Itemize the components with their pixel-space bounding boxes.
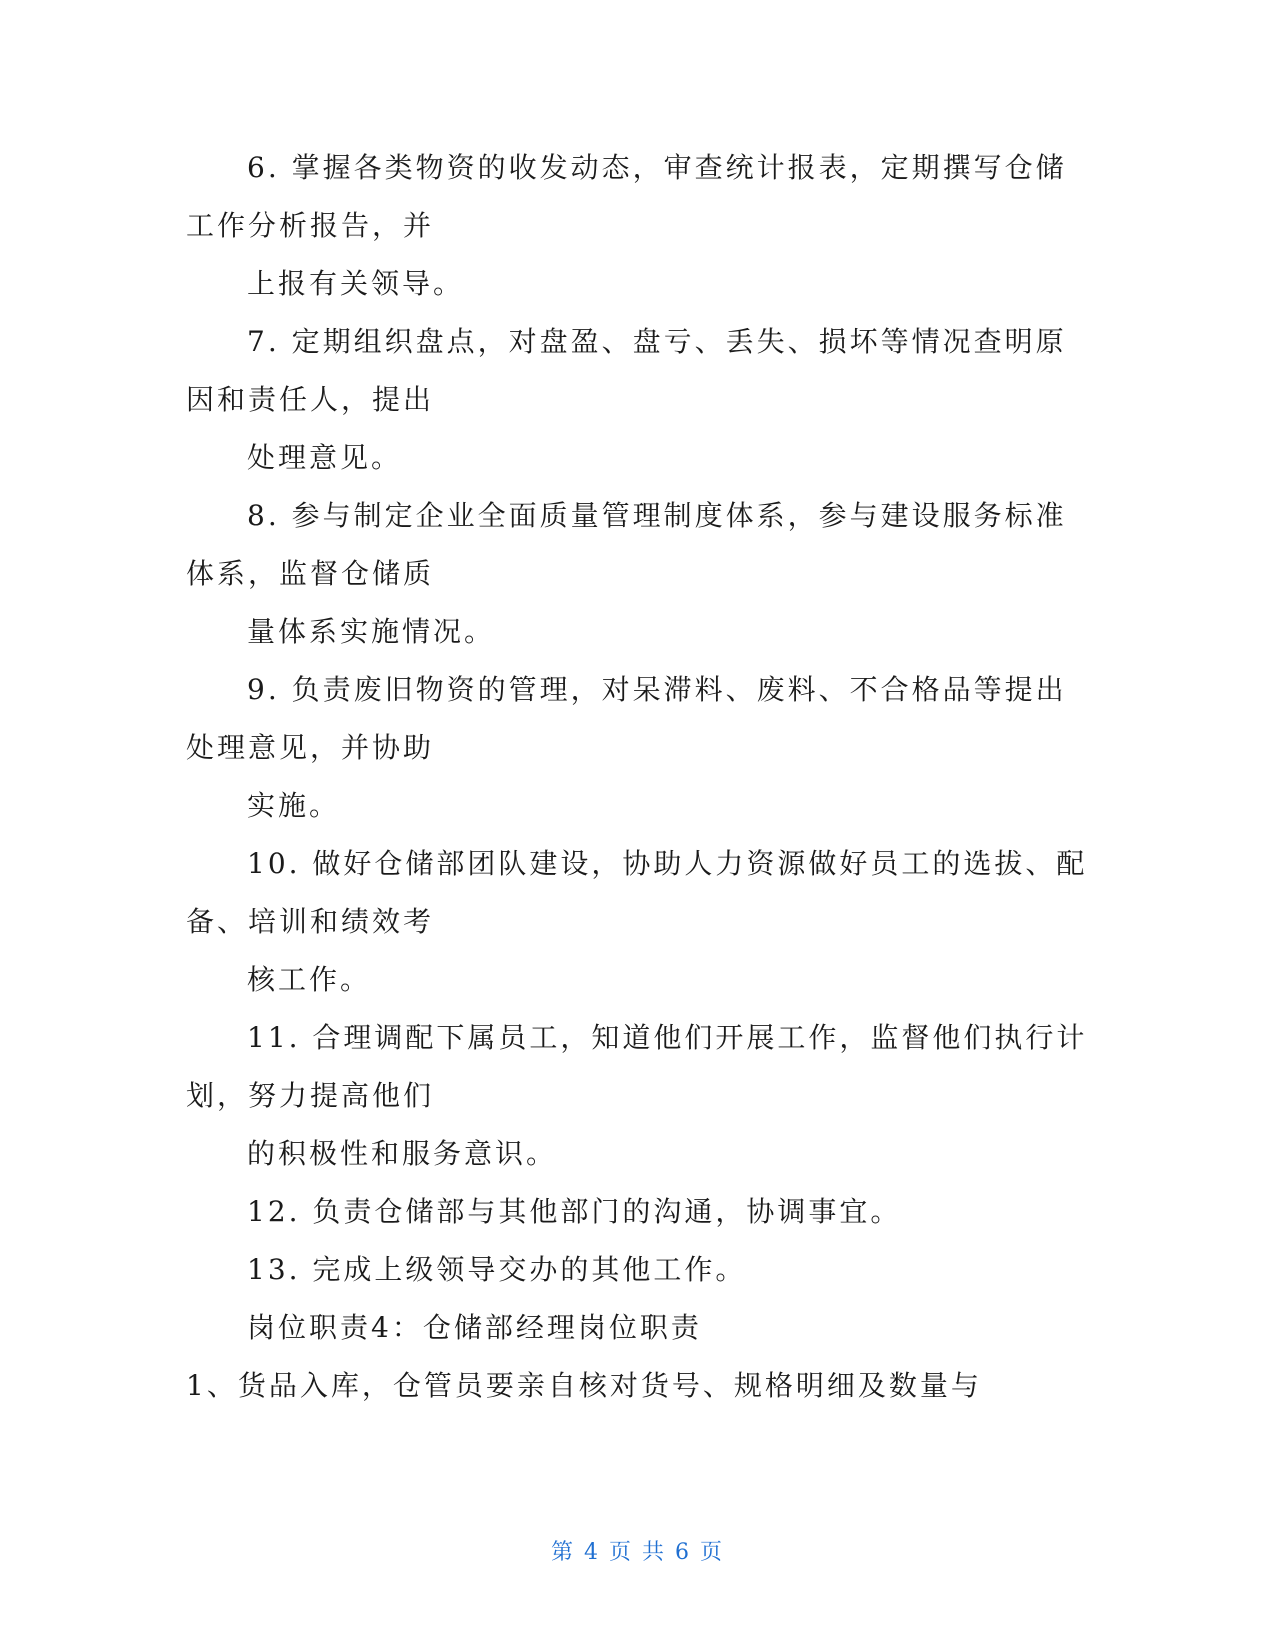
paragraph-line: 10. 做好仓储部团队建设，协助人力资源做好员工的选拔、配: [247, 847, 1088, 880]
paragraph-line: 的积极性和服务意识。: [247, 1137, 558, 1170]
paragraph-line: 12. 负责仓储部与其他部门的沟通，协调事宜。: [247, 1195, 902, 1228]
paragraph-line: 核工作。: [247, 963, 372, 996]
paragraph-line: 工作分析报告，并: [186, 209, 435, 242]
paragraph-line: 量体系实施情况。: [247, 615, 496, 648]
page-footer: 第 4 页 共 6 页: [551, 1540, 724, 1565]
paragraph-line: 6. 掌握各类物资的收发动态，审查统计报表，定期撰写仓储: [247, 151, 1067, 184]
paragraph-line: 实施。: [247, 789, 341, 822]
section-heading: 岗位职责4：仓储部经理岗位职责: [247, 1311, 702, 1344]
paragraph-line: 7. 定期组织盘点，对盘盈、盘亏、丢失、损坏等情况查明原: [247, 325, 1067, 358]
paragraph-line: 处理意见。: [247, 441, 403, 474]
paragraph-line: 1、货品入库，仓管员要亲自核对货号、规格明细及数量与: [186, 1369, 982, 1402]
paragraph-line: 11. 合理调配下属员工，知道他们开展工作，监督他们执行计: [247, 1021, 1088, 1054]
paragraph-line: 备、培训和绩效考: [186, 905, 435, 938]
paragraph-line: 因和责任人，提出: [186, 383, 435, 416]
paragraph-line: 8. 参与制定企业全面质量管理制度体系，参与建设服务标准: [247, 499, 1067, 532]
paragraph-line: 处理意见，并协助: [186, 731, 435, 764]
paragraph-line: 体系，监督仓储质: [186, 557, 435, 590]
paragraph-line: 划，努力提高他们: [186, 1079, 435, 1112]
paragraph-line: 上报有关领导。: [247, 267, 465, 300]
paragraph-line: 9. 负责废旧物资的管理，对呆滞料、废料、不合格品等提出: [247, 673, 1067, 706]
paragraph-line: 13. 完成上级领导交办的其他工作。: [247, 1253, 747, 1286]
